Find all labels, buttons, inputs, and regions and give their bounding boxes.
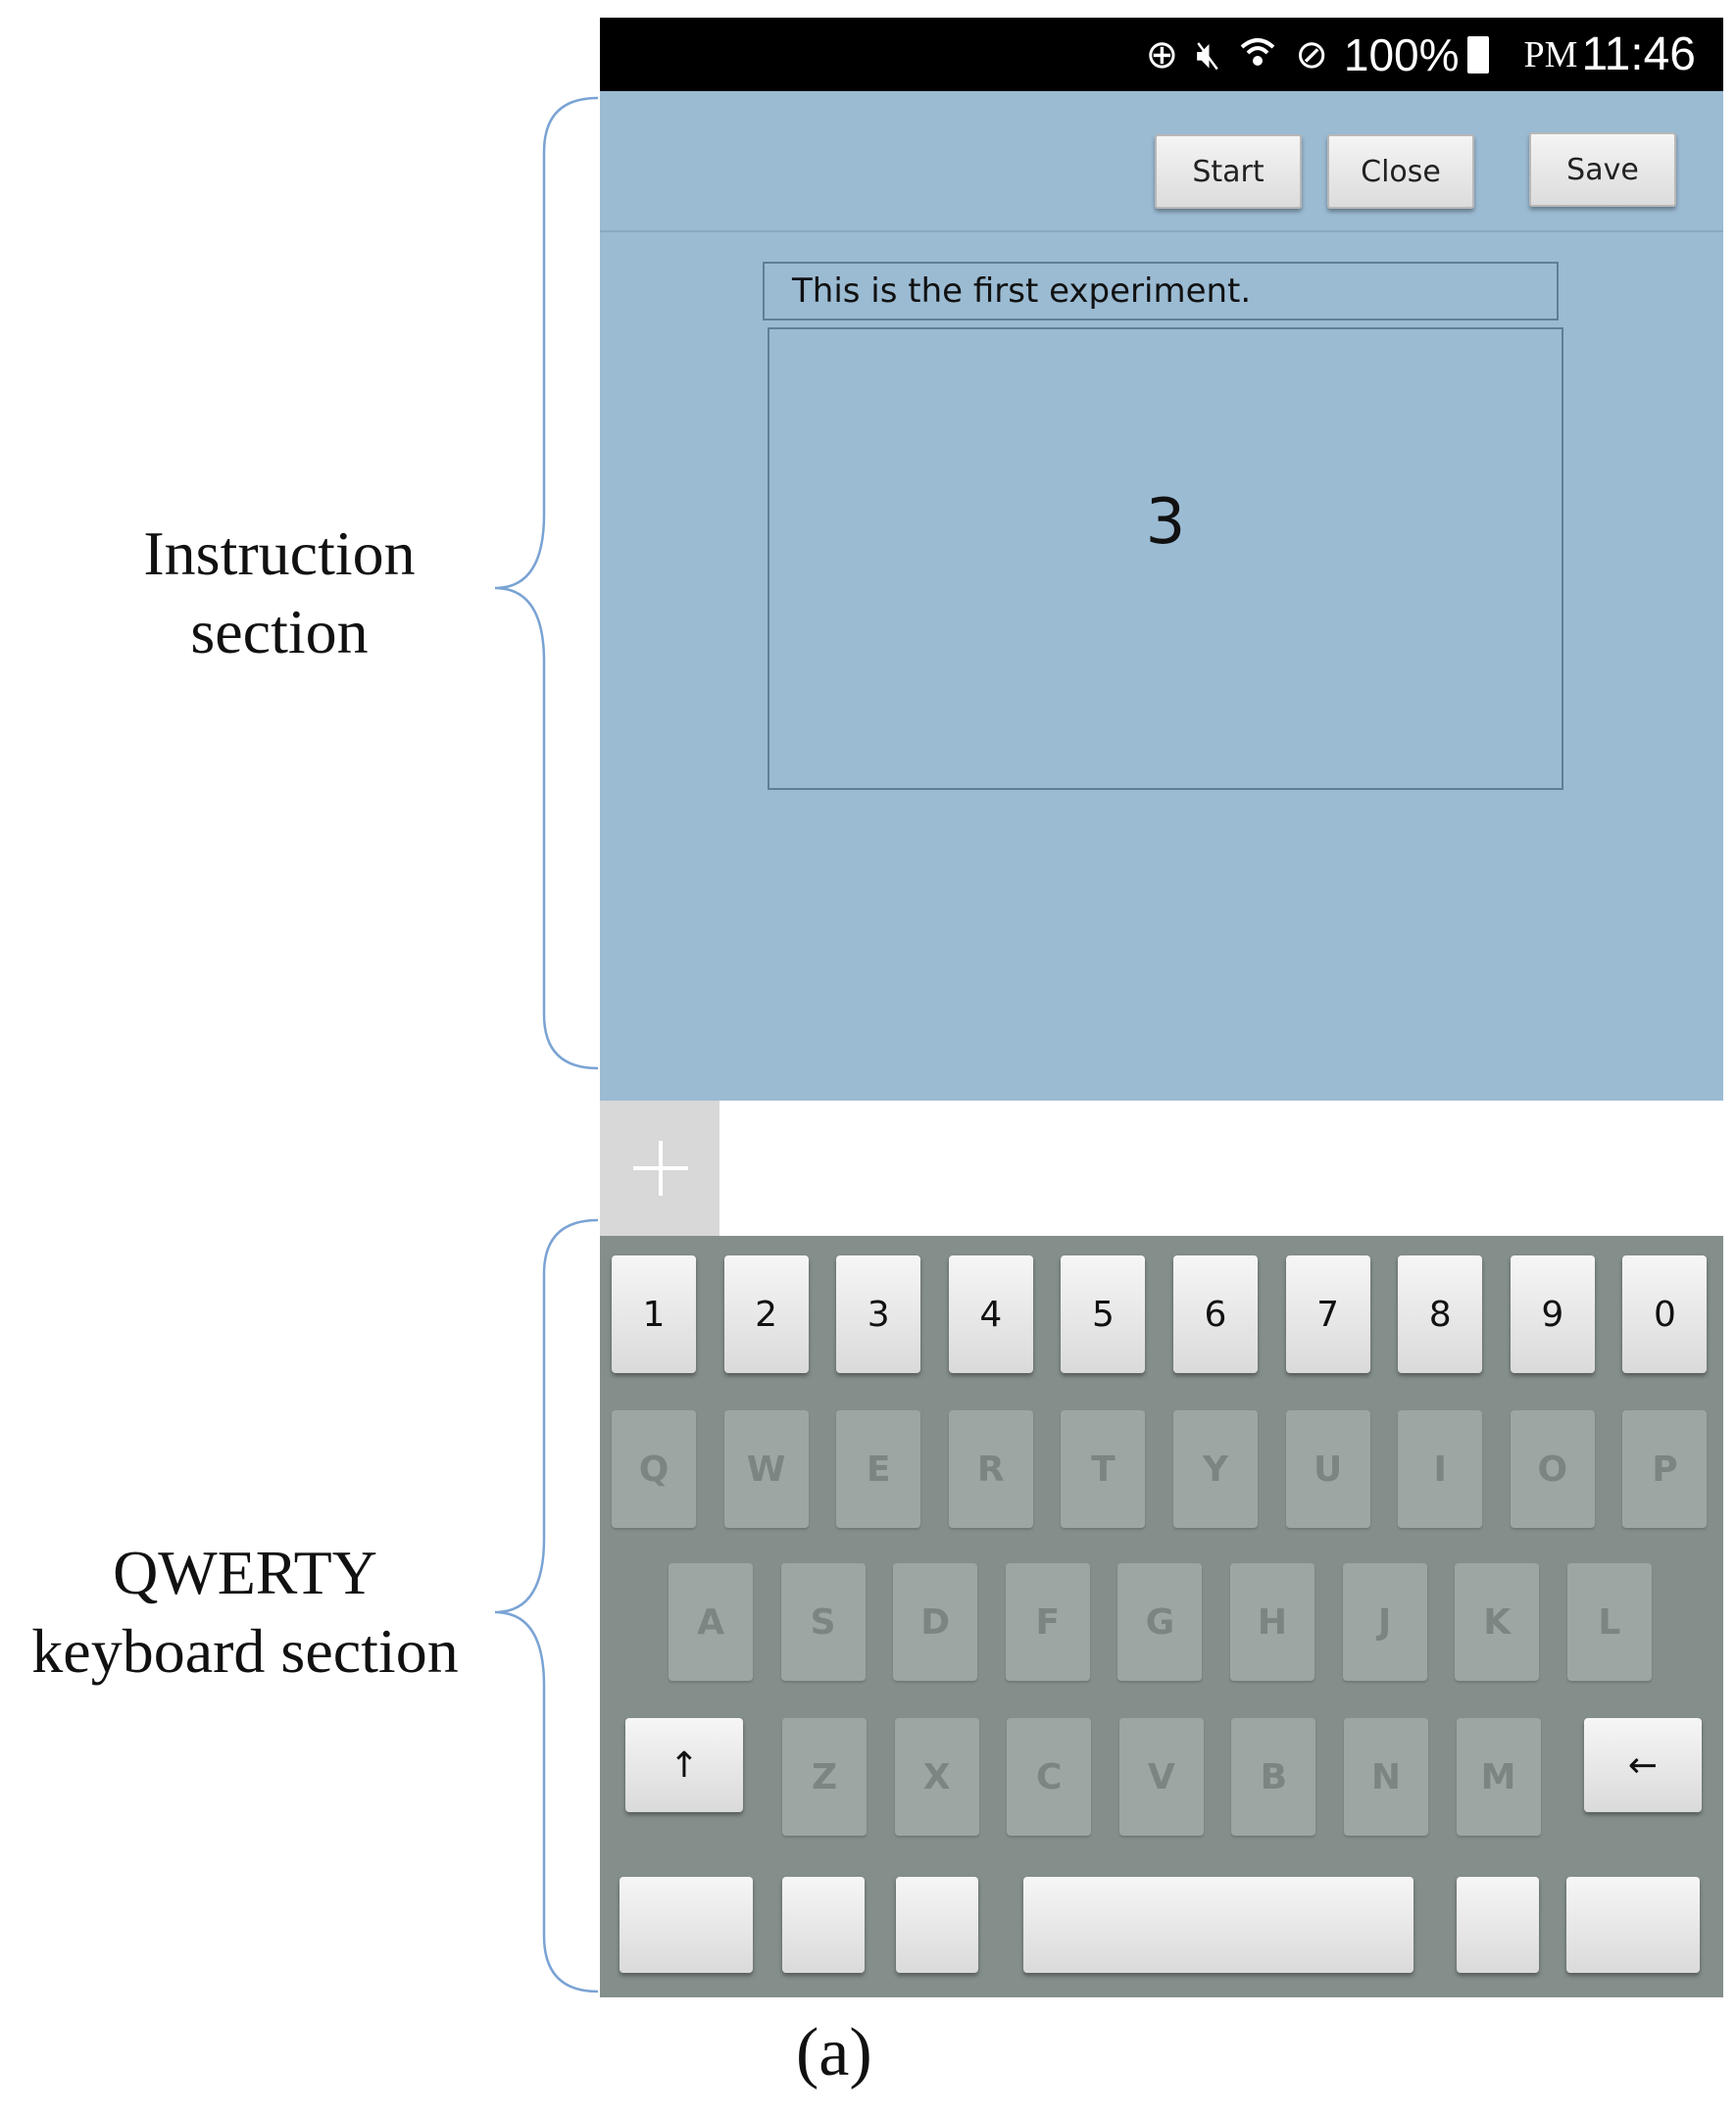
key-b[interactable]: B	[1231, 1718, 1315, 1836]
key-q[interactable]: Q	[612, 1410, 696, 1528]
shift-key[interactable]: ↑	[625, 1718, 743, 1812]
block-icon: ⊘	[1295, 32, 1328, 76]
key-e[interactable]: E	[836, 1410, 920, 1528]
key-f[interactable]: F	[1006, 1563, 1090, 1681]
save-button[interactable]: Save	[1529, 132, 1676, 207]
key-s[interactable]: S	[781, 1563, 866, 1681]
spacebar-key[interactable]	[1023, 1877, 1414, 1973]
mute-icon: 🔇︎	[1196, 32, 1221, 76]
key-9[interactable]: 9	[1511, 1255, 1595, 1373]
key-r[interactable]: R	[949, 1410, 1033, 1528]
key-c[interactable]: C	[1007, 1718, 1091, 1836]
instruction-section	[600, 91, 1723, 1101]
status-bar	[600, 18, 1723, 91]
key-blank-5[interactable]	[1457, 1877, 1539, 1973]
toolbar	[600, 91, 1723, 232]
close-button[interactable]: Close	[1327, 134, 1474, 209]
key-u[interactable]: U	[1286, 1410, 1370, 1528]
key-w[interactable]: W	[724, 1410, 809, 1528]
key-blank-right[interactable]	[1566, 1877, 1700, 1973]
key-8[interactable]: 8	[1398, 1255, 1482, 1373]
key-m[interactable]: M	[1457, 1718, 1541, 1836]
key-z[interactable]: Z	[782, 1718, 867, 1836]
key-o[interactable]: O	[1511, 1410, 1595, 1528]
key-v[interactable]: V	[1119, 1718, 1204, 1836]
key-h[interactable]: H	[1230, 1563, 1314, 1681]
figure-caption: (a)	[796, 2015, 872, 2090]
key-7[interactable]: 7	[1286, 1255, 1370, 1373]
key-d[interactable]: D	[893, 1563, 977, 1681]
add-button[interactable]	[600, 1101, 719, 1236]
key-t[interactable]: T	[1061, 1410, 1145, 1528]
countdown-display	[768, 327, 1563, 790]
key-j[interactable]: J	[1343, 1563, 1427, 1681]
key-0[interactable]: 0	[1622, 1255, 1707, 1373]
key-5[interactable]: 5	[1061, 1255, 1145, 1373]
data-saver-icon: ⊕	[1145, 32, 1179, 76]
key-a[interactable]: A	[669, 1563, 753, 1681]
key-g[interactable]: G	[1117, 1563, 1202, 1681]
clock-time: 11:46	[1581, 28, 1696, 80]
countdown-number: 3	[1145, 486, 1186, 559]
key-2[interactable]: 2	[724, 1255, 809, 1373]
key-k[interactable]: K	[1455, 1563, 1539, 1681]
key-n[interactable]: N	[1344, 1718, 1428, 1836]
keyboard-brace	[485, 1215, 603, 1999]
instruction-section-label: Instruction section	[143, 518, 416, 666]
clock-ampm: PM	[1523, 33, 1578, 75]
key-y[interactable]: Y	[1173, 1410, 1258, 1528]
start-button[interactable]: Start	[1155, 134, 1302, 209]
backspace-key[interactable]: ←	[1584, 1718, 1702, 1812]
key-4[interactable]: 4	[949, 1255, 1033, 1373]
key-l[interactable]: L	[1567, 1563, 1652, 1681]
instruction-brace	[485, 93, 603, 1073]
battery-icon	[1467, 36, 1489, 74]
key-6[interactable]: 6	[1173, 1255, 1258, 1373]
key-blank-2[interactable]	[782, 1877, 865, 1973]
instruction-text-field: This is the first experiment.	[763, 262, 1559, 320]
phone-screen	[600, 18, 1723, 1997]
wifi-icon	[1238, 33, 1277, 75]
battery-percent: 100%	[1343, 28, 1460, 80]
plus-icon-vertical	[659, 1141, 663, 1196]
key-x[interactable]: X	[895, 1718, 979, 1836]
qwerty-keyboard	[600, 1236, 1723, 1997]
key-3[interactable]: 3	[836, 1255, 920, 1373]
key-blank-left[interactable]	[620, 1877, 753, 1973]
key-blank-3[interactable]	[896, 1877, 978, 1973]
key-i[interactable]: I	[1398, 1410, 1482, 1528]
key-1[interactable]: 1	[612, 1255, 696, 1373]
key-p[interactable]: P	[1622, 1410, 1707, 1528]
keyboard-section-label: QWERTY keyboard section	[31, 1538, 459, 1686]
